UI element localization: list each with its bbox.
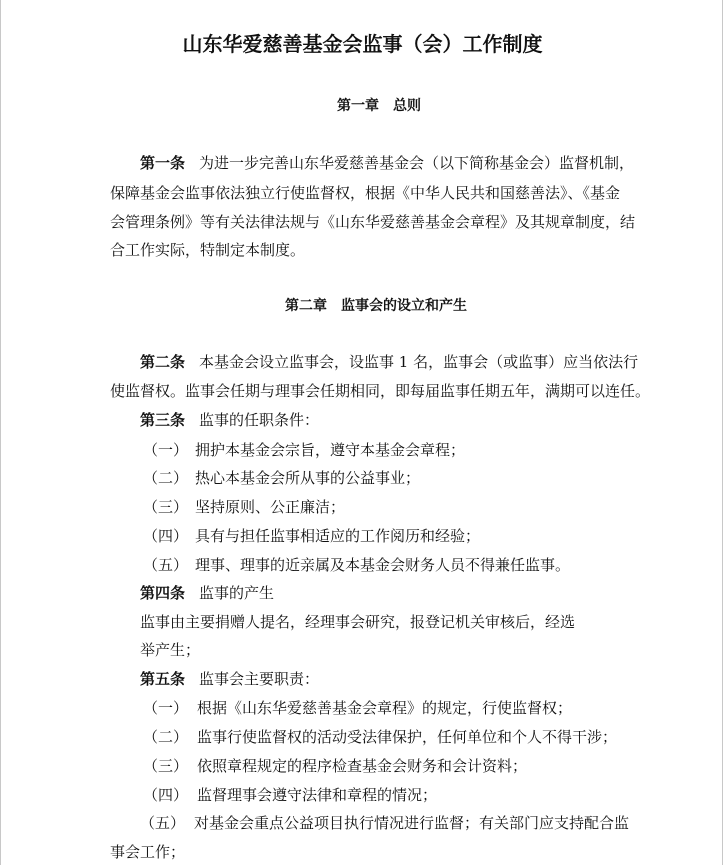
document-title: 山东华爱慈善基金会监事（会）工作制度 — [182, 32, 543, 56]
article-1-label: 第一条 — [140, 154, 186, 172]
list-item: （四） 具有与担任监事相适应的工作阅历和经验； — [143, 527, 481, 545]
article-4-label: 第四条 — [140, 584, 186, 602]
article-1-line-2: 保障基金会监事依法独立行使监督权，根据《中华人民共和国慈善法》、《基金 — [110, 184, 621, 202]
article-2-label: 第二条 — [140, 353, 186, 371]
page-border-right — [722, 0, 723, 865]
list-item: （三） 坚持原则、公正廉洁； — [143, 498, 346, 516]
article-1-line-1: 第一条 为进一步完善山东华爱慈善基金会（以下简称基金会）监督机制， — [140, 154, 635, 172]
page-border-left — [0, 0, 1, 865]
chapter-2-heading: 第二章 监事会的设立和产生 — [285, 298, 467, 314]
list-item: （二） 热心本基金会所从事的公益事业； — [143, 469, 421, 487]
list-item: （一） 拥护本基金会宗旨，遵守本基金会章程； — [143, 441, 466, 459]
list-item: （四） 监督理事会遵守法律和章程的情况； — [143, 786, 438, 804]
article-4-body-line-1: 监事由主要捐赠人提名，经理事会研究，报登记机关审核后，经选 — [140, 613, 576, 631]
list-item: （五） 对基金会重点公益项目执行情况进行监督；有关部门应支持配合监 — [140, 814, 630, 832]
article-4-line: 第四条 监事的产生 — [140, 584, 275, 602]
article-5-label: 第五条 — [140, 670, 186, 688]
list-item: （五） 理事、理事的近亲属及本基金会财务人员不得兼任监事。 — [143, 556, 571, 574]
article-1-line-3: 会管理条例》等有关法律法规与《山东华爱慈善基金会章程》及其规章制度，结 — [110, 213, 636, 231]
article-3-line: 第三条 监事的任职条件： — [140, 411, 320, 429]
list-item: （三） 依照章程规定的程序检查基金会财务和会计资料； — [143, 757, 528, 775]
list-item: （二） 监事行使监督权的活动受法律保护，任何单位和个人不得干涉； — [143, 728, 618, 746]
article-4-body-line-2: 举产生； — [140, 641, 201, 659]
chapter-1-heading: 第一章 总则 — [337, 98, 421, 114]
article-3-label: 第三条 — [140, 411, 186, 429]
article-2-line-2: 使监督权。监事会任期与理事会任期相同，即每届监事任期五年，满期可以连任。 — [110, 382, 651, 400]
article-1-line-4: 合工作实际，特制定本制度。 — [110, 241, 306, 259]
article-2-line-1: 第二条 本基金会设立监事会，设监事 1 名，监事会（或监事）应当依法行 — [140, 353, 639, 371]
article-5-continuation: 事会工作； — [110, 843, 186, 861]
article-5-line: 第五条 监事会主要职责： — [140, 670, 320, 688]
list-item: （一） 根据《山东华爱慈善基金会章程》的规定，行使监督权； — [143, 699, 573, 717]
